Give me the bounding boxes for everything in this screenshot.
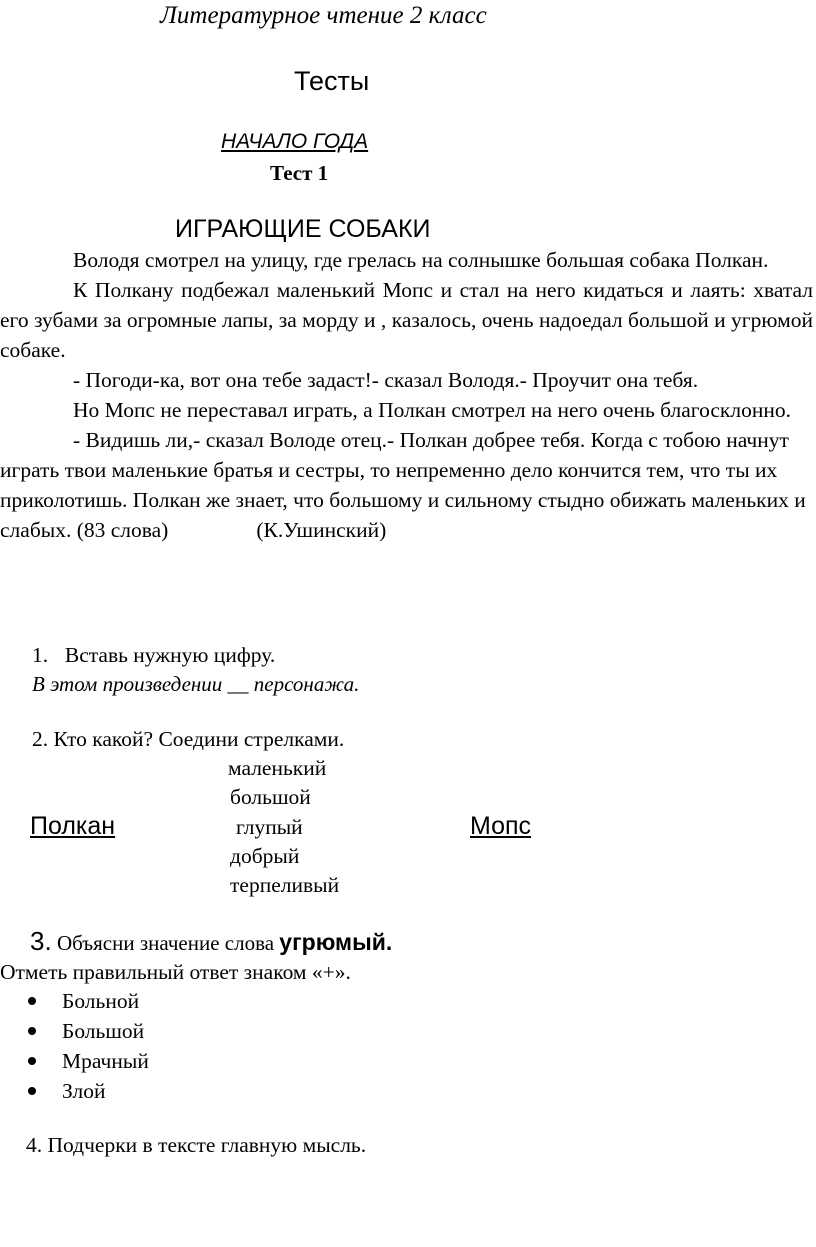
adjective-item: маленький <box>228 756 327 780</box>
question-3-text: Объясни значение слова <box>51 931 280 955</box>
story-paragraph-final <box>0 425 813 545</box>
adjective-item: глупый <box>236 815 303 839</box>
question-2: 2. Кто какой? Соедини стрелками. <box>32 727 345 751</box>
adjective-item: большой <box>230 785 311 809</box>
page-header-title: Литературное чтение 2 класс <box>160 2 487 29</box>
bullet-icon <box>28 1057 36 1065</box>
answer-option-label: Большой <box>62 1019 145 1043</box>
name-mops: Мопс <box>470 812 532 840</box>
answer-option-label: Больной <box>62 989 140 1013</box>
bullet-icon <box>28 1027 36 1035</box>
answer-option[interactable] <box>28 986 149 1016</box>
adjective-item: терпеливый <box>230 873 340 897</box>
answer-option-label: Мрачный <box>62 1049 149 1073</box>
story-text <box>0 245 813 545</box>
question-3-word: угрюмый. <box>279 929 393 955</box>
question-1-number: 1. <box>32 643 49 667</box>
answer-option[interactable] <box>28 1046 149 1076</box>
answer-option[interactable] <box>28 1076 149 1106</box>
name-polkan: Полкан <box>30 812 116 840</box>
question-1-sub: В этом произведении __ персонажа. <box>32 672 360 696</box>
adjective-item: добрый <box>230 844 300 868</box>
question-3-number: 3. <box>30 926 52 956</box>
question-1 <box>32 643 275 668</box>
bullet-icon <box>28 997 36 1005</box>
period-label: НАЧАЛО ГОДА <box>221 130 369 153</box>
story-author: (К.Ушинский) <box>256 518 387 542</box>
bullet-icon <box>28 1087 36 1095</box>
answer-option-label: Злой <box>62 1079 106 1103</box>
question-4: 4. Подчерки в тексте главную мысль. <box>26 1133 367 1157</box>
story-paragraph: - Погоди-ка, вот она тебе задаст!- сказал Володя.- Проучит она тебя. <box>73 368 699 392</box>
story-paragraph: К Полкану подбежал маленький Мопс и стал на него кидаться и лаять: хватал его зубами за огромные лапы, за морду и , казалось, очень надоедал большой и угрюмой собаке. <box>0 278 813 362</box>
story-paragraph: Володя смотрел на улицу, где грелась на солнышке большая собака Полкан. <box>73 248 769 272</box>
tests-label: Тесты <box>294 66 370 96</box>
story-paragraph: - Видишь ли,- сказал Володе отец.- Полкан добрее тебя. Когда с тобою начнут играть твои маленькие братья и сестры, то непременно дело кончится тем, что ты их приколотишь. Полкан же знает, что большому и сильному стыдно обижать маленьких и слабых. (83 слова) <box>0 428 806 542</box>
question-3-sub: Отметь правильный ответ знаком «+». <box>0 960 351 984</box>
story-paragraph: Но Мопс не переставал играть, а Полкан смотрел на него очень благосклонно. <box>73 398 791 422</box>
test-number: Тест 1 <box>270 161 329 185</box>
answer-option[interactable] <box>28 1016 149 1046</box>
story-title: ИГРАЮЩИЕ СОБАКИ <box>175 215 431 243</box>
answer-options-list <box>28 986 149 1106</box>
question-3 <box>30 926 392 957</box>
question-1-text: Вставь нужную цифру. <box>64 643 276 667</box>
